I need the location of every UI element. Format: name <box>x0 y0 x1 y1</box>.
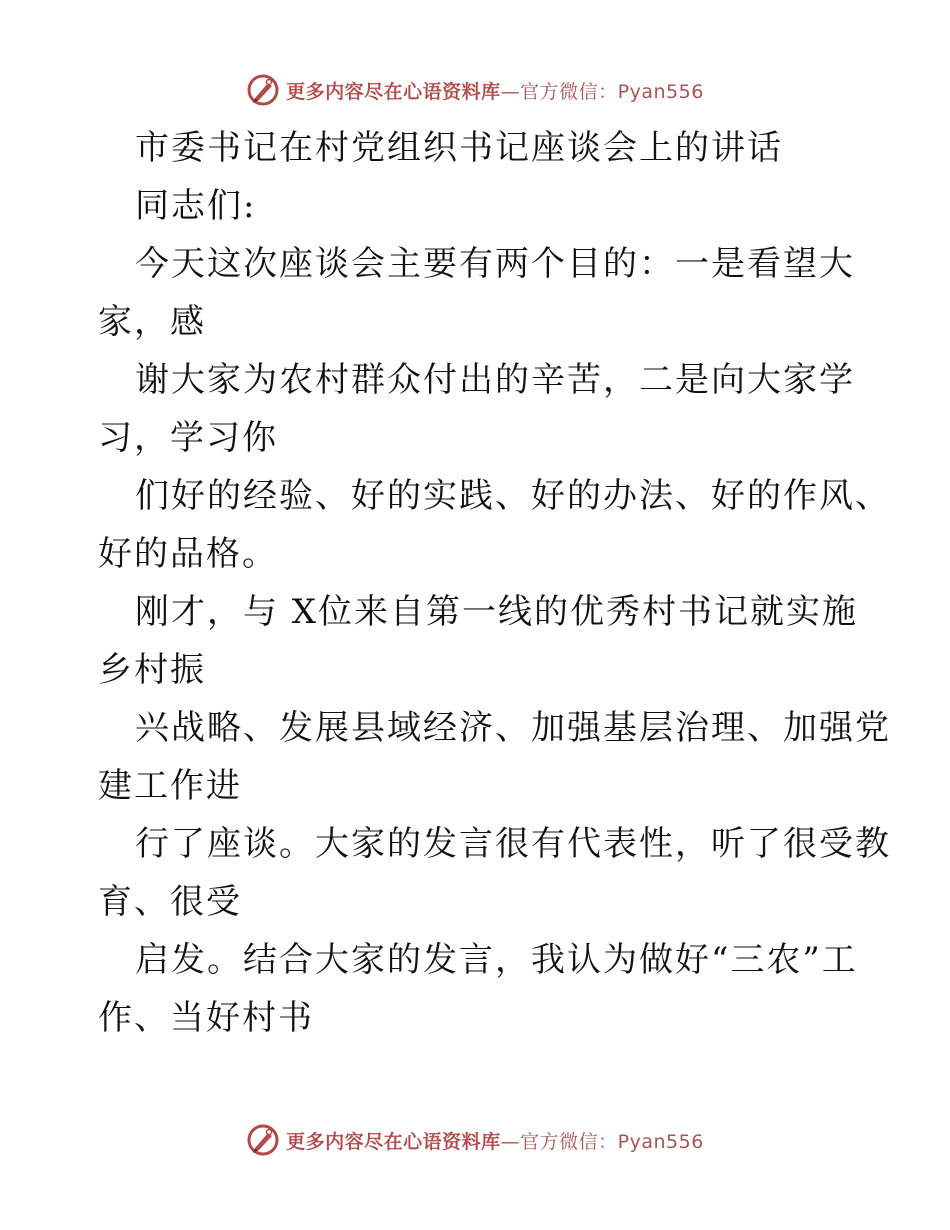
paragraph-line: 们好的经验、好的实践、好的办法、好的作风、 <box>135 476 891 516</box>
header-banner <box>0 70 950 110</box>
header-banner-inner <box>246 73 704 107</box>
paragraph-line: 建工作进 <box>98 766 242 806</box>
paragraph-line: 行了座谈。大家的发言很有代表性，听了很受教 <box>135 824 891 864</box>
footer-banner <box>0 1120 950 1160</box>
paragraph-line: 同志们: <box>135 186 257 226</box>
footer-banner-title: 更多内容尽在心语资料库 <box>286 1130 501 1153</box>
pen-circle-logo-icon <box>246 1123 280 1157</box>
pen-circle-logo-icon <box>246 73 280 107</box>
footer-banner-inner <box>246 1123 704 1157</box>
paragraph-line: 乡村振 <box>98 650 206 690</box>
footer-banner-wechat: —官方微信：Pyan556 <box>500 1130 704 1153</box>
footer-banner-text <box>286 1127 704 1154</box>
paragraph-line: 兴战略、发展县域经济、加强基层治理、加强党 <box>135 708 891 748</box>
paragraph-line: 育、很受 <box>98 882 242 922</box>
paragraph-line: 启发。结合大家的发言，我认为做好“三农”工 <box>135 940 858 980</box>
paragraph-line: 作、当好村书 <box>98 998 314 1038</box>
header-banner-text <box>286 77 704 104</box>
header-banner-title: 更多内容尽在心语资料库 <box>286 80 501 103</box>
paragraph-line: 好的品格。 <box>98 534 278 574</box>
paragraph-line: 谢大家为农村群众付出的辛苦，二是向大家学 <box>135 360 855 400</box>
paragraph-line: 刚才，与 X位来自第一线的优秀村书记就实施 <box>135 592 859 632</box>
paragraph-line: 习，学习你 <box>98 418 278 458</box>
paragraph-line: 今天这次座谈会主要有两个目的：一是看望大 <box>135 244 855 284</box>
document-title: 市委书记在村党组织书记座谈会上的讲话 <box>135 128 783 168</box>
header-banner-wechat: —官方微信：Pyan556 <box>500 80 704 103</box>
paragraph-line: 家，感 <box>98 302 206 342</box>
